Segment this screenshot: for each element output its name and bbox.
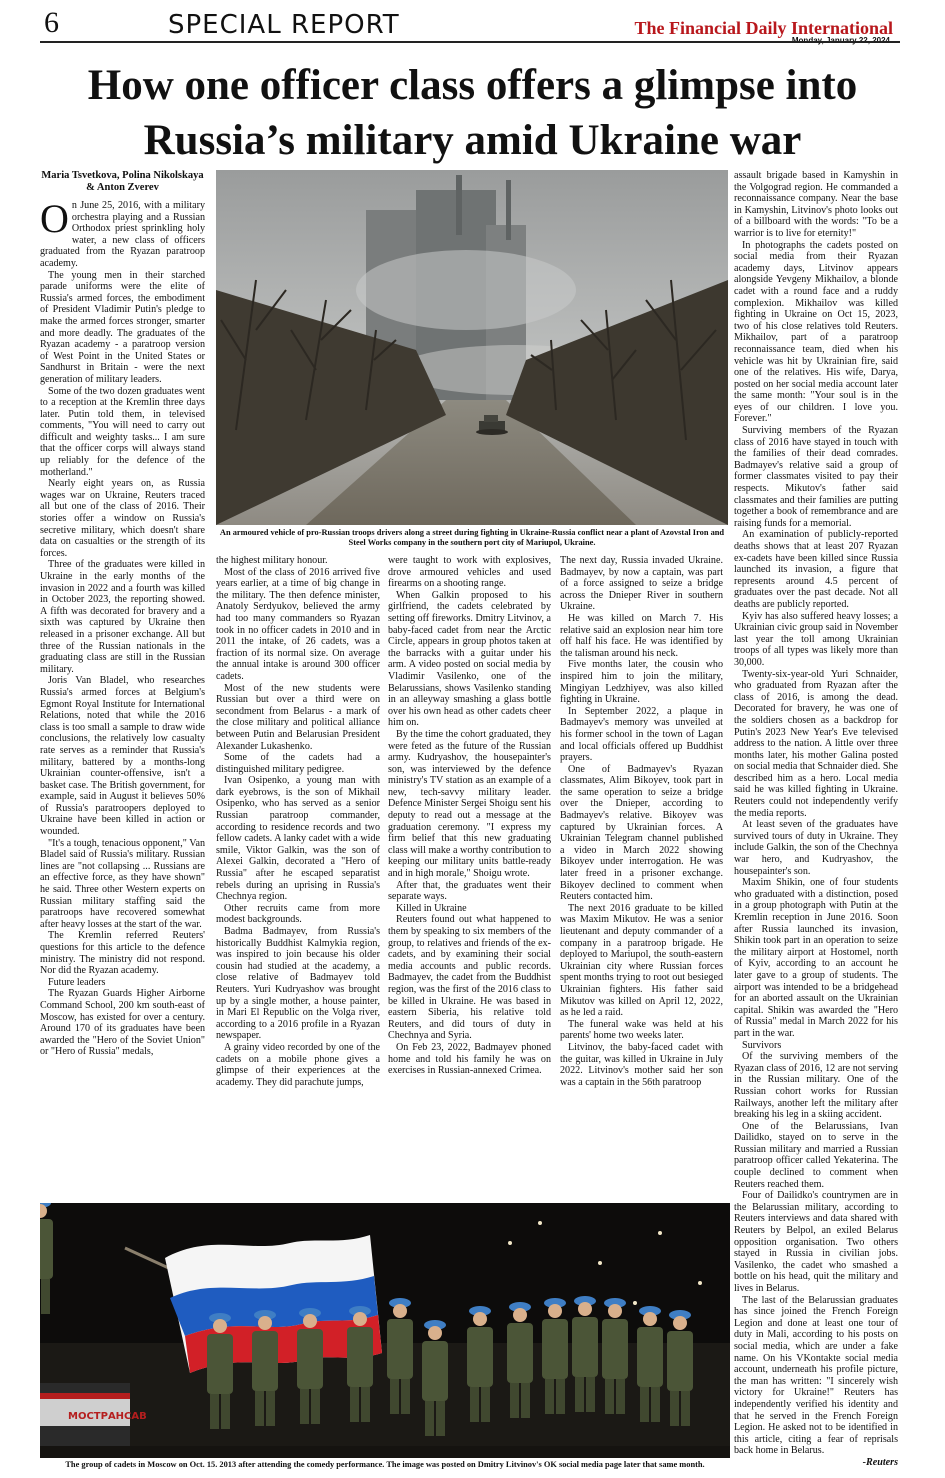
paragraph: Litvinov, the baby-faced cadet with the guitar, was killed in Ukraine in July 2022. Litvinov's mother said her son was a captain in the 56th paratroop (560, 1041, 723, 1088)
column-5 (734, 170, 898, 1472)
paragraph: He was killed on March 7. His relative said an explosion near him tore off half his face. He was identified by the talisman around his neck. (560, 612, 723, 659)
paragraph: An examination of publicly-reported deaths shows that at least 207 Ryazan ex-cadets have been killed since Russia launched its invasion, a figure that represents around 4.5 percent of graduates over the past decade. Not all deaths are publicly reported. (734, 529, 898, 610)
paragraph: In photographs the cadets posted on social media from their Ryazan academy days, Litvinov appears alongside Yevgeny Mikhailov, a blonde cadet with a round face and a ruddy complexion. Mikhailov was killed fighting in Ukraine on Oct 15, 2023, two of his close relatives told Reuters. Mikhailov, part of a paratroop reconnaissance team, died when his vehicle was hit by Ukrainian fire, said one of the relatives. His wife, Darya, posted on her social media account later the same month: "Your soul is in the eyes of our children. I love you. Forever." (734, 239, 898, 425)
paragraph: After that, the graduates went their separate ways. (388, 879, 551, 903)
paragraph: Surviving members of the Ryazan class of 2016 have stayed in touch with the families of their dead comrades. Badmayev's relative said a group of former classmates visited to pay their respects. Mikutov's father said classmates and their families are putting together a book of remembrance and are raising funds for a memorial. (734, 425, 898, 529)
paragraph: were taught to work with explosives, drove armoured vehicles and used firearms on a shooting range. (388, 555, 551, 590)
paragraph: Maxim Shikin, one of four students who graduated with a distinction, posed in a group photograph with Putin at the Kremlin reception in June 2016. Soon after Russia launched its invasion, Shikin took part in an operation to seize the military airport at Hostomel, north of Kyiv, according to an account he later gave to a group of students. The airport was intended to be a bridgehead for an aborted assault on the Ukrainian capital. Shikin was awarded the "Hero of Russia" medal in March 2022 for his part in the war. (734, 877, 898, 1039)
paragraph: One of the Belarussians, Ivan Dailidko, stayed on to serve in the Russian military and married a Russian paratroop officer called Yekaterina. The couple declined to comment when Reuters reached them. (734, 1120, 898, 1190)
mariupol-street-photo (216, 170, 728, 525)
paragraph: the highest military honour. (216, 555, 328, 566)
photo1-caption: An armoured vehicle of pro-Russian troops drivers along a street during fighting in Ukraine-Russia conflict near a plant of Azovstal Iron and Steel Works company in the southern port city of Mariupol, Ukraine. (219, 528, 725, 547)
headline: How one officer class offers a glimpse into Russia’s military amid Ukraine war (87, 62, 858, 164)
drop-cap: O (40, 196, 69, 241)
paragraph: Reuters found out what happened to them by speaking to six members of the group, to relatives and friends of the ex-cadets, and by examining their social media accounts and public records. Badmayev, the cadet from the Buddhist region, was the first of the 2016 class to be killed in Ukraine. He was based in eastern Siberia, his relative told Reuters, and did tours of duty in Chechnya and Syria. (388, 914, 551, 1042)
paragraph: A grainy video recorded by one of the cadets on a mobile phone gives a glimpse of their experiences at the academy. They did parachute jumps, (216, 1041, 380, 1088)
subheading: Survivors (742, 1039, 782, 1051)
paragraph: assault brigade based in Kamyshin in the Volgograd region. He commanded a reconnaissance company. Near the base in Kamyshin, Litvinov's photo looks out of a billboard with the words: "To be a warrior is to live for eternity!" (734, 170, 898, 239)
paragraph: The funeral wake was held at his parents' home two weeks later. (560, 1018, 723, 1042)
paragraph: Of the surviving members of the Ryazan class of 2016, 12 are not serving in the Russian military. One of the Russian cohort works for Russian Railways, another left the military after breaking his leg in a skiing accident. (734, 1051, 898, 1121)
paragraph: Some of the cadets had a distinguished military pedigree. (216, 752, 380, 775)
paragraph: The next 2016 graduate to be killed was Maxim Mikutov. He was a senior lieutenant and deputy commander of a company in a paratroop brigade. He deployed to Mariupol, the south-eastern Ukrainian city where Russian forces spent months trying to root out besieged Ukrainian fighters. His father said Mikutov was killed on April 12, 2022, as he led a raid. (560, 902, 723, 1019)
paragraph: Three of the graduates were killed in Ukraine in the early months of the invasion in 2022 and a fourth was killed in October 2023, the reporting showed. A fifth was decorated for bravery and a sixth was captured by Ukraine then released in a prisoner exchange. All but three of the Russian nationals in the graduating class are still in the Russian military. (40, 559, 205, 675)
cadets-image (40, 1203, 730, 1458)
paragraph: Most of the class of 2016 arrived five years earlier, at a time of big change in the military. The then defence minister, Anatoly Serdyukov, believed the army had too many commanders so Ryazan took in no officer cadets in 2010 and in 2011 the intake, of 26 cadets, was a fraction of its normal size. On average the annual intake is around 300 officer cadets. (216, 566, 380, 682)
lead-text: n June 25, 2016, with a military orchestra playing and a Russian Orthodox priest sprinkling holy water, a new class of officers graduated from the Ryazan paratroop academy. (40, 200, 205, 269)
paragraph: Nearly eight years on, as Russia wages war on Ukraine, Reuters traced all but one of the class of 2016. Their stories offer a window on Russia's secretive military, which doesn't share data on casualties or the strength of its forces. (40, 478, 205, 559)
paragraph: The last of the Belarussian graduates has since joined the French Foreign Legion and done at least one tour of duty in Mali, according to his posts on social media, which are under a fake name. On his VKontakte social media account, underneath his profile picture, the man has written: "I sincerely wish victory for Ukraine!" Reuters has independently verified his identity and that he served in the French Foreign Legion. He asked not to be identified in this article, citing a fear of reprisals back home in Belarus. (734, 1294, 898, 1457)
cadets-photo (40, 1203, 730, 1458)
header-rule (40, 41, 900, 43)
paragraph: By the time the cohort graduated, they were feted as the future of the Russian army. Kudryashov, the housepainter's son, was interviewed by the defence ministry's TV station as an example of a new, tech-savvy military leader. Defence Minister Sergei Shoigu sent his deputy to read out a message at the graduation ceremony. "I express my firm belief that this new graduating class will make a worthy contribution to keeping our military units battle-ready and in high morale," Shoigu wrote. (388, 728, 551, 880)
paragraph: Most of the new students were Russian but over a third were on secondment from Belarus - a mark of the close military and political alliance between Putin and Belarusian President Alexander Lukashenko. (216, 682, 380, 752)
paragraph: The next day, Russia invaded Ukraine. Badmayev, by now a captain, was part of a force assigned to seize a bridge across the Dnieper River in southern Ukraine. (560, 555, 723, 613)
paragraph: Some of the two dozen graduates went to a reception at the Kremlin three days later. Putin told them, in televised comments, "You will need to carry out difficult and weighty tasks... I am sure that the officer corps will always stand up reliably for the defence of the motherland." (40, 385, 205, 478)
paragraph: Joris Van Bladel, who researches Russia's armed forces at Belgium's Egmont Royal Institute for International Relations, noted that while the 2016 class is too small a sample to draw wide conclusions, the relatively low casualty rate serves as a reminder that Russia's military, battered by a months-long Ukrainian counter-offensive, isn't a basket case. The British government, for example, said in August it believes 50% of Russia's paratroopers deployed to Ukraine have been killed in action or wounded. (40, 675, 205, 838)
paragraph: One of Badmayev's Ryazan classmates, Alim Bikoyev, took part in the same operation to seize a bridge over the Dnieper, according to Badmayev's relative. Bikoyev was captured by Ukrainian forces. A Ukrainian Telegram channel published a video in March 2022 showing Bikoyev under interrogation. He was later freed in a prisoner exchange. Bikoyev declined to comment when Reuters contacted him. (560, 763, 723, 903)
paragraph: Kyiv has also suffered heavy losses; a Ukrainian civic group said in November last year the toll among Ukrainian troops of all types was likely more than 30,000. (734, 610, 898, 668)
issue-date: Monday, January 22, 2024 (791, 36, 890, 45)
paragraph: The Ryazan Guards Higher Airborne Command School, 200 km south-east of Moscow, has existed for over a century. Around 170 of its graduates have been awarded the "Hero of the Soviet Union" or "Hero of Russia" medals, (40, 988, 205, 1058)
masthead: The Financial Daily International (634, 18, 893, 38)
paragraph: In September 2022, a plaque in Badmayev's memory was unveiled at his former school in the town of Lagan and local officials offered up Buddhist prayers. (560, 705, 723, 764)
paragraph: The Kremlin referred Reuters' questions for this article to the defence ministry. The ministry did not respond. Nor did the Ryazan academy. (40, 930, 205, 977)
column-3 (388, 555, 551, 1200)
page-number: 6 (44, 6, 59, 39)
paragraph: Five months later, the cousin who inspired him to join the military, Mingiyan Ledzhiyev, was also killed fighting in Ukraine. (560, 659, 723, 706)
paragraph: Ivan Osipenko, a young man with dark eyebrows, is the son of Mikhail Osipenko, who has served as a senior Russian paratroop commander, according to residence records and two fellow cadets. A lanky cadet with a wide smile, Viktor Galkin, was the son of Alexei Galkin, decorated a "Hero of Russia" after he escaped separatist rebels during an uprising in Russia's Chechnya region. (216, 775, 380, 903)
column-2 (216, 555, 380, 1200)
bus-sign: МОСТРАНСАВ (68, 1411, 147, 1422)
byline: Maria Tsvetkova, Polina Nikolskaya & Anton Zverev (41, 170, 204, 193)
paragraph: When Galkin proposed to his girlfriend, the cadets celebrated by setting off fireworks. Dmitry Litvinov, a baby-faced cadet from near the Arctic Circle, appears in group photos taken at the barracks with a guitar under his arm. A video posted on social media by Vladimir Vasilenko, one of the Belarussians, shows Vasilenko standing in an alleyway smashing a glass bottle over his own head as other cadets cheer him on. (388, 589, 551, 729)
paragraph: Four of Dailidko's countrymen are in the Belarussian military, according to Reuters interviews and data shared with Reuters by Belpol, an exiled Belarus opposition organisation. Two others stayed in Russia in civilian jobs. Vasilenko, the cadet who smashed a bottle on his head, quit the military and lives in Belarus. (734, 1190, 898, 1294)
column-4 (560, 555, 723, 1200)
subheading: Future leaders (48, 976, 106, 988)
paragraph: On Feb 23, 2022, Badmayev phoned home and told his family he was on exercises in Russian-annexed Crimea. (388, 1041, 551, 1077)
section-title: SPECIAL REPORT (168, 10, 400, 40)
agency-credit: -Reuters (862, 1456, 898, 1468)
lead-paragraph (40, 196, 205, 270)
subheading: Killed in Ukraine (396, 902, 467, 914)
photo2-caption: The group of cadets in Moscow on Oct. 15. 2013 after attending the comedy performance. The image was posted on Dmitry Litvinov's OK social media page later that same month. (65, 1460, 705, 1469)
paragraph: At least seven of the graduates have survived tours of duty in Ukraine. They include Galkin, the son of the Chechnya war hero, and Kudryashov, the housepainter's son. (734, 819, 898, 877)
column-1 (40, 170, 205, 1200)
paragraph: Other recruits came from more modest backgrounds. (216, 902, 380, 926)
paragraph: Twenty-six-year-old Yuri Schnaider, who graduated from Ryazan after the class of 2016, is among the dead. Decorated for bravery, he was one of the soldiers chosen as a backdrop for Putin's 2023 New Year's Eve televised address to the nation. A little over three months later, his mother Galina posted on social media that Schnaider died. She described him as a hero. Local media said he was killed fighting in Ukraine. Reuters could not independently verify the media reports. (734, 668, 898, 819)
paragraph: "It's a tough, tenacious opponent," Van Bladel said of Russia's military. Russian lines are "not collapsing ... Russians are an effective force, as they have shown" he said. Three other Western experts on Russian military staffing said the paratroops have recovered somewhat after heavy losses at the start of the war. (40, 837, 205, 930)
paragraph: Badma Badmayev, from Russia's historically Buddhist Kalmykia region, was inspired to join because his older cousin had studied at the academy, a close relative of Badmayev told Reuters. Yuri Kudryashov was brought up by a single mother, a house painter, in Mari El Republic on the Volga river, according to a 2016 profile in a Ryazan newspaper. (216, 926, 380, 1042)
paragraph: The young men in their starched parade uniforms were the elite of Russia's armed forces, the embodiment of President Vladimir Putin's pledge to make the armed forces stronger, smarter and more deadly. The graduates of the Ryazan academy - a paratroop version of West Point in the United States or Sandhurst in Britain - were the next generation of military leaders. (40, 269, 205, 385)
mariupol-street-image (216, 170, 728, 525)
